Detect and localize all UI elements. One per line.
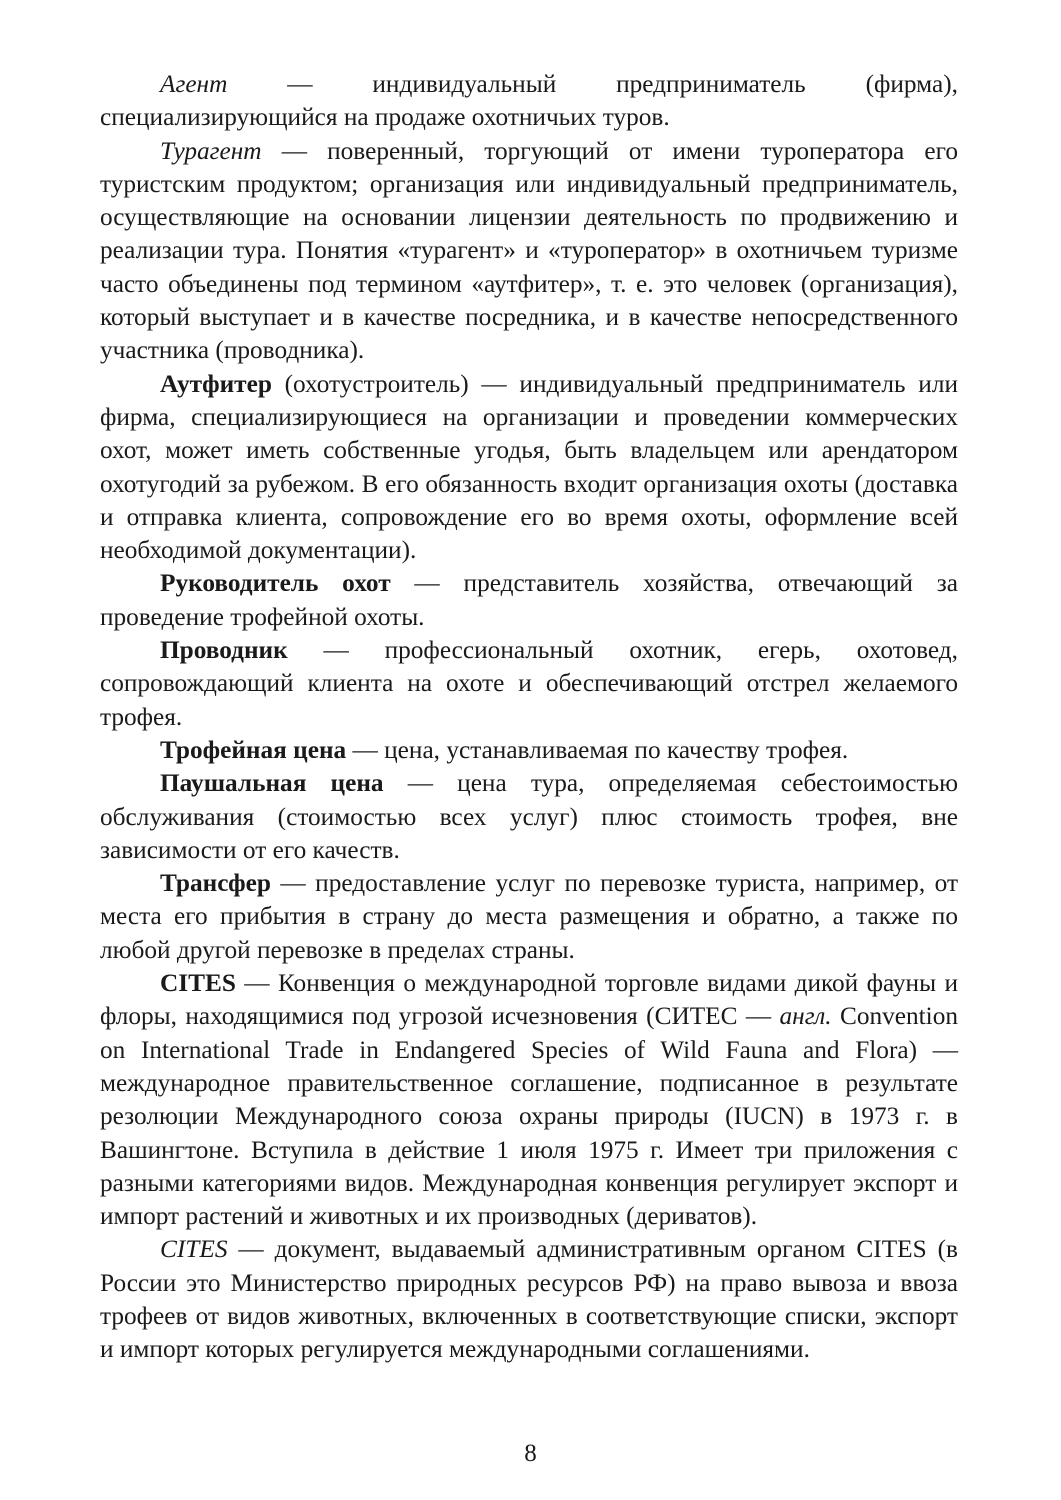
definition-text: — Конвенция о международной торговле видами дикой фауны и флоры, находящимися под угрозой исчезновения (СИТЕС — <box>100 969 958 1031</box>
abbreviation-english: англ. <box>779 1002 832 1031</box>
term: Агент <box>160 70 228 98</box>
definition-trophy-price <box>100 734 958 767</box>
page-body <box>100 68 958 1367</box>
term: Паушальная цена <box>160 769 384 798</box>
definition-cites-document <box>100 1233 958 1366</box>
definition-text: — цена, устанавливаемая по качеству трофея. <box>346 735 849 764</box>
definition-transfer <box>100 867 958 967</box>
definition-cites-convention <box>100 967 958 1233</box>
definition-outfitter <box>100 368 958 568</box>
definition-text: — профессиональный охотник, егерь, охотовед, сопровождающий клиента на охоте и обеспечивающий отстрел желаемого трофея. <box>100 636 958 731</box>
definition-text: — цена тура, определяемая себестоимостью обслуживания (стоимостью всех услуг) плюс стоимость трофея, вне зависимости от его качеств. <box>100 769 959 864</box>
definition-text: (охотустроитель) — индивидуальный предприниматель или фирма, специализирующиеся на организации и проведении коммерческих охот, может иметь собственные угодья, быть владельцем или арендатором охотугодий за рубежом. В его обязанность входит организация охоты (доставка и отправка клиента, сопровождение его во время охоты, оформление всей необходимой документации). <box>100 369 958 565</box>
term: Руководитель охот <box>160 569 391 598</box>
term: Аутфитер <box>160 369 272 398</box>
definition-agent <box>100 68 958 135</box>
term: CITES <box>160 969 236 998</box>
term: CITES <box>160 1235 228 1264</box>
term: Трофейная цена <box>160 735 347 764</box>
definition-text: — документ, выдаваемый административным органом CITES (в России это Министерство природных ресурсов РФ) на право вывоза и ввоза трофеев от видов животных, включенных в соответствующие списки, экспорт и импорт которых регулируется международными соглашениями. <box>100 1235 958 1364</box>
page-number: 8 <box>524 1440 537 1467</box>
definition-hunt-manager <box>100 567 958 634</box>
definition-package-price <box>100 767 958 867</box>
definition-guide <box>100 634 958 734</box>
definition-travel-agent <box>100 135 958 368</box>
term: Трансфер <box>160 869 271 898</box>
definition-text-continued: Convention on International Trade in Endangered Species of Wild Fauna and Flora) — международное правительственное соглашение, подписанное в результате резолюции Международного союза охраны природы (IUCN) в 1973 г. в Вашингтоне. Вступила в действие 1 июля 1975 г. Имеет три приложения с разными категориями видов. Международная конвенция регулирует экспорт и импорт растений и животных и их производных (дериватов). <box>100 1002 959 1231</box>
definition-text: — предоставление услуг по перевозке туриста, например, от места его прибытия в страну до места размещения и обратно, а также по любой другой перевозке в пределах страны. <box>100 869 958 964</box>
definition-text: — представитель хозяйства, отвечающий за проведение трофейной охоты. <box>100 569 958 631</box>
definition-text: — индивидуальный предприниматель (фирма), специализирующийся на продаже охотничьих туров. <box>100 70 958 132</box>
definition-text: — поверенный, торгующий от имени туроператора его туристским продуктом; организация или индивидуальный предприниматель, осуществляющие на основании лицензии деятельность по продвижению и реализации тура. Понятия «турагент» и «туроператор» в охотничьем туризме часто объединены под термином «аутфитер», т. е. это человек (организация), который выступает и в качестве посредника, и в качестве непосредственного участника (проводника). <box>100 136 958 365</box>
term: Турагент <box>160 136 262 165</box>
term: Проводник <box>160 636 288 665</box>
